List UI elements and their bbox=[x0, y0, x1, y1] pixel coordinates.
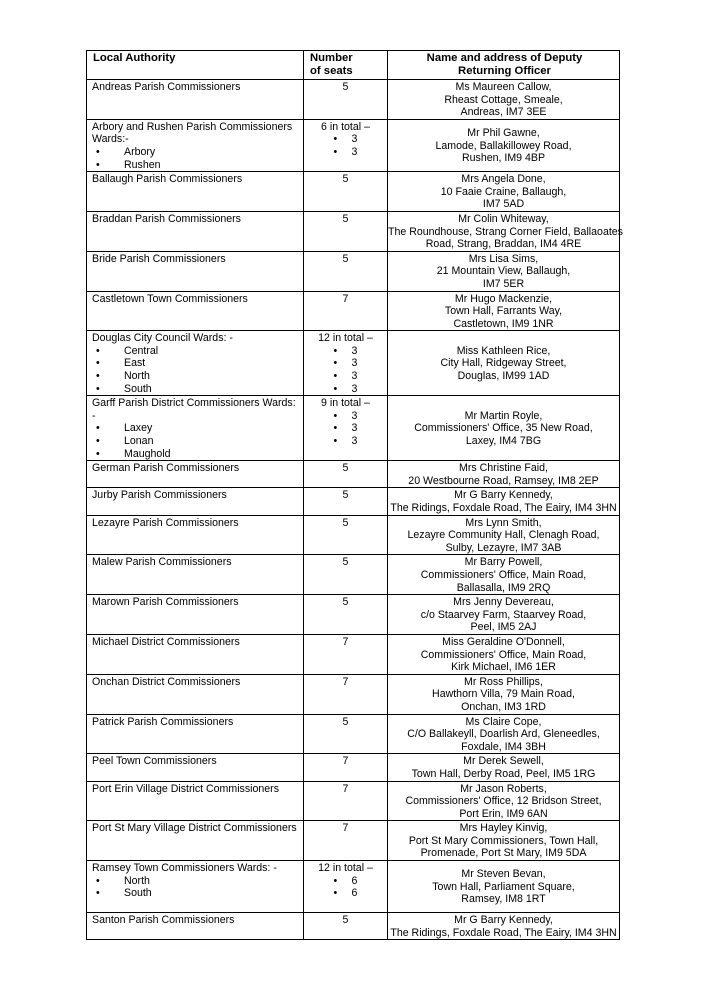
officer-address-line: City Hall, Ridgeway Street, bbox=[440, 357, 567, 370]
ward-seats bbox=[304, 146, 387, 159]
officer-address-cell bbox=[388, 331, 620, 396]
header-officer-line-2: Returning Officer bbox=[458, 65, 551, 77]
ward-item bbox=[92, 422, 300, 435]
bullet-icon: • bbox=[96, 158, 100, 171]
officer-address-cell bbox=[388, 515, 620, 555]
authority-name: Peel Town Commissioners bbox=[92, 755, 217, 768]
bullet-icon: • bbox=[333, 357, 338, 370]
ward-item bbox=[92, 370, 300, 383]
bullet-icon: • bbox=[96, 874, 100, 887]
officer-name: Mr Jason Roberts, bbox=[460, 782, 547, 795]
officer-address-cell bbox=[388, 821, 620, 861]
authorities-table bbox=[86, 50, 623, 940]
authority-name: Douglas City Council Wards: - bbox=[92, 332, 233, 345]
officer-address-cell bbox=[388, 754, 620, 781]
officer-address-line: 10 Faaie Craine, Ballaugh, bbox=[440, 185, 567, 198]
officer-address-cell bbox=[388, 211, 623, 251]
authority-cell bbox=[87, 291, 304, 331]
officer-address-line: The Ridings, Foxdale Road, The Eairy, IM4 3HN bbox=[390, 502, 617, 515]
header-deputy-returning-officer bbox=[388, 51, 620, 80]
seats-total: 7 bbox=[342, 755, 349, 768]
officer-name: Mr Barry Powell, bbox=[464, 556, 543, 569]
authority-name: Jurby Parish Commissioners bbox=[92, 489, 227, 502]
table-row bbox=[87, 461, 620, 488]
authority-name: Port St Mary Village District Commissioners bbox=[92, 822, 297, 835]
officer-address-line: Rushen, IM9 4BP bbox=[461, 152, 546, 165]
table-row bbox=[87, 515, 620, 555]
officer-address-line: Commissioners' Office, Main Road, bbox=[420, 648, 587, 661]
ward-item bbox=[92, 383, 300, 396]
bullet-icon: • bbox=[333, 145, 338, 158]
seats-cell bbox=[304, 396, 388, 461]
ward-name: Maughold bbox=[124, 447, 171, 460]
officer-address-line: Onchan, IM3 1RD bbox=[461, 700, 546, 713]
seats-cell bbox=[304, 913, 388, 940]
officer-address-cell bbox=[388, 172, 620, 212]
authority-name: Andreas Parish Commissioners bbox=[92, 81, 241, 93]
seats-cell bbox=[304, 291, 388, 331]
authority-name: Arbory and Rushen Parish Commissioners Wards:- bbox=[92, 120, 293, 146]
authority-name: Malew Parish Commissioners bbox=[92, 556, 232, 569]
authority-cell bbox=[87, 634, 304, 674]
officer-address-line: c/o Staarvey Farm, Staarvey Road, bbox=[420, 608, 587, 621]
officer-address-line: C/O Ballakeyll, Doarlish Ard, Gleneedles, bbox=[407, 728, 600, 741]
ward-seat-count: 3 bbox=[351, 422, 358, 435]
seats-total: 5 bbox=[342, 462, 349, 475]
bullet-icon: • bbox=[96, 344, 100, 357]
authority-cell bbox=[87, 821, 304, 861]
table-row bbox=[87, 754, 620, 781]
seats-total: 5 bbox=[342, 81, 349, 93]
seats-total: 7 bbox=[342, 675, 349, 688]
authority-cell bbox=[87, 488, 304, 515]
ward-name: North bbox=[124, 370, 150, 383]
officer-address-line: Commissioners' Office, Main Road, bbox=[420, 569, 587, 581]
ward-item bbox=[92, 357, 300, 370]
seats-cell bbox=[304, 714, 388, 754]
officer-name: Miss Geraldine O'Donnell, bbox=[442, 635, 565, 648]
seats-cell bbox=[304, 754, 388, 781]
table-row bbox=[87, 634, 620, 674]
table-row bbox=[87, 714, 620, 754]
seats-cell bbox=[304, 781, 388, 821]
seats-cell bbox=[304, 515, 388, 555]
authority-cell bbox=[87, 913, 304, 940]
authority-cell bbox=[87, 251, 304, 291]
officer-address-line: Kirk Michael, IM6 1ER bbox=[451, 661, 556, 674]
bullet-icon: • bbox=[333, 409, 338, 422]
ward-name: Laxey bbox=[124, 422, 153, 435]
officer-name: Mrs Angela Done, bbox=[461, 173, 546, 186]
officer-address-line: Lezayre Community Hall, Clenagh Road, bbox=[407, 529, 600, 542]
officer-address-line: 20 Westbourne Road, Ramsey, IM8 2EP bbox=[408, 474, 599, 487]
officer-address-line: Road, Strang, Braddan, IM4 4RE bbox=[425, 238, 582, 251]
officer-address-cell bbox=[388, 913, 620, 940]
officer-address-line: Douglas, IM99 1AD bbox=[457, 370, 550, 383]
seats-total: 7 bbox=[342, 635, 349, 648]
ward-name: Lonan bbox=[124, 435, 154, 448]
officer-address-cell bbox=[388, 714, 620, 754]
ward-item bbox=[92, 159, 300, 172]
table-row bbox=[87, 172, 620, 212]
officer-name: Mrs Lynn Smith, bbox=[465, 516, 542, 529]
table-row bbox=[87, 80, 620, 120]
seats-total: 5 bbox=[342, 914, 349, 927]
table-row bbox=[87, 251, 620, 291]
officer-address-line: Andreas, IM7 3EE bbox=[460, 106, 547, 119]
bullet-icon: • bbox=[96, 357, 100, 370]
table-row bbox=[87, 119, 620, 171]
ward-seat-count: 3 bbox=[351, 435, 358, 448]
ward-seats bbox=[304, 887, 387, 900]
ward-seats bbox=[304, 345, 387, 358]
officer-address-line: Town Hall, Farrants Way, bbox=[444, 305, 563, 318]
officer-address-line: Port Erin, IM9 6AN bbox=[459, 807, 548, 820]
ward-seats bbox=[304, 435, 387, 448]
authority-name: Ballaugh Parish Commissioners bbox=[92, 173, 243, 186]
authority-name: Santon Parish Commissioners bbox=[92, 914, 235, 927]
seats-cell bbox=[304, 251, 388, 291]
officer-address-cell bbox=[388, 488, 620, 515]
officer-name: Mr G Barry Kennedy, bbox=[454, 489, 553, 502]
officer-address-line: 21 Mountain View, Ballaugh, bbox=[436, 265, 571, 278]
seats-total: 9 in total – bbox=[321, 397, 370, 410]
seats-cell bbox=[304, 331, 388, 396]
ward-seat-count: 3 bbox=[351, 357, 358, 370]
authority-name: Michael District Commissioners bbox=[92, 635, 240, 648]
authority-name: Bride Parish Commissioners bbox=[92, 252, 226, 265]
officer-address-cell bbox=[388, 291, 620, 331]
officer-address-line: Port St Mary Commissioners, Town Hall, bbox=[408, 834, 599, 847]
authority-cell bbox=[87, 461, 304, 488]
authority-name: Lezayre Parish Commissioners bbox=[92, 516, 239, 529]
officer-name: Ms Maureen Callow, bbox=[455, 81, 552, 93]
ward-item bbox=[92, 875, 300, 888]
officer-address-line: Ballasalla, IM9 2RQ bbox=[456, 581, 551, 594]
seats-total: 5 bbox=[342, 252, 349, 265]
ward-seats bbox=[304, 133, 387, 146]
seats-cell bbox=[304, 674, 388, 714]
authority-cell bbox=[87, 331, 304, 396]
authority-cell bbox=[87, 674, 304, 714]
officer-address-cell bbox=[388, 595, 620, 635]
bullet-icon: • bbox=[333, 887, 338, 900]
ward-item bbox=[92, 435, 300, 448]
officer-address-cell bbox=[388, 861, 620, 913]
officer-name: Mr Steven Bevan, bbox=[461, 868, 546, 881]
officer-address-line: IM7 5AD bbox=[482, 198, 525, 211]
authority-name: Onchan District Commissioners bbox=[92, 675, 241, 688]
seats-cell bbox=[304, 555, 388, 595]
authority-cell bbox=[87, 555, 304, 595]
seats-cell bbox=[304, 821, 388, 861]
officer-address-line: Commissioners' Office, 35 New Road, bbox=[414, 422, 593, 435]
authority-name: Braddan Parish Commissioners bbox=[92, 212, 241, 225]
table-row bbox=[87, 861, 620, 913]
ward-seat-count: 3 bbox=[351, 133, 358, 146]
authority-cell bbox=[87, 211, 304, 251]
table-row bbox=[87, 488, 620, 515]
authority-name: Castletown Town Commissioners bbox=[92, 292, 248, 305]
seats-total: 7 bbox=[342, 822, 349, 835]
officer-address-cell bbox=[388, 119, 620, 171]
table-row bbox=[87, 821, 620, 861]
ward-item bbox=[92, 146, 300, 159]
officer-address-cell bbox=[388, 396, 620, 461]
ward-seats bbox=[304, 410, 387, 423]
officer-address-line: Laxey, IM4 7BG bbox=[465, 435, 542, 448]
header-number-of-seats bbox=[304, 51, 388, 80]
officer-address-line: Foxdale, IM4 3BH bbox=[461, 740, 546, 753]
officer-name: Miss Kathleen Rice, bbox=[456, 344, 551, 357]
officer-name: Mr Hugo Mackenzie, bbox=[454, 292, 553, 305]
bullet-icon: • bbox=[96, 422, 100, 435]
seats-cell bbox=[304, 488, 388, 515]
officer-address-line: IM7 5ER bbox=[482, 277, 525, 290]
authority-name: Ramsey Town Commissioners Wards: - bbox=[92, 862, 277, 875]
seats-total: 5 bbox=[342, 173, 349, 186]
table-row bbox=[87, 211, 620, 251]
officer-address-cell bbox=[388, 634, 620, 674]
officer-address-cell bbox=[388, 80, 620, 120]
authority-cell bbox=[87, 754, 304, 781]
bullet-icon: • bbox=[333, 133, 338, 146]
officer-address-line: Lamode, Ballakillowey Road, bbox=[435, 139, 572, 152]
seats-total: 5 bbox=[342, 556, 349, 569]
ward-name: East bbox=[124, 357, 146, 370]
officer-name: Mr Derek Sewell, bbox=[463, 755, 544, 768]
seats-total: 7 bbox=[342, 292, 349, 305]
ward-name: Rushen bbox=[124, 158, 161, 171]
seats-total: 5 bbox=[342, 715, 349, 728]
bullet-icon: • bbox=[96, 435, 100, 448]
table-row bbox=[87, 396, 620, 461]
officer-name: Mr G Barry Kennedy, bbox=[454, 914, 553, 927]
seats-cell bbox=[304, 461, 388, 488]
authority-cell bbox=[87, 80, 304, 120]
ward-seats bbox=[304, 370, 387, 383]
seats-cell bbox=[304, 80, 388, 120]
header-officer-line-1: Name and address of Deputy bbox=[426, 52, 583, 64]
officer-address-line: The Roundhouse, Strang Corner Field, Ballaoates bbox=[388, 225, 623, 238]
ward-seats bbox=[304, 357, 387, 370]
authority-cell bbox=[87, 781, 304, 821]
officer-name: Mr Colin Whiteway, bbox=[458, 212, 549, 225]
bullet-icon: • bbox=[333, 382, 338, 395]
bullet-icon: • bbox=[333, 435, 338, 448]
officer-address-cell bbox=[388, 555, 620, 595]
officer-address-line: Rheast Cottage, Smeale, bbox=[444, 93, 563, 106]
officer-name: Mr Ross Phillips, bbox=[464, 675, 543, 688]
authority-cell bbox=[87, 172, 304, 212]
seats-total: 5 bbox=[342, 489, 349, 502]
bullet-icon: • bbox=[96, 887, 100, 900]
officer-address-cell bbox=[388, 674, 620, 714]
authority-name: Garff Parish District Commissioners Wards: - bbox=[92, 397, 296, 422]
ward-name: South bbox=[124, 382, 152, 395]
ward-seat-count: 3 bbox=[351, 382, 358, 395]
ward-item bbox=[92, 345, 300, 358]
seats-total: 6 in total – bbox=[321, 120, 370, 133]
officer-name: Mr Phil Gawne, bbox=[467, 127, 540, 140]
bullet-icon: • bbox=[96, 447, 100, 460]
seats-cell bbox=[304, 634, 388, 674]
ward-seats bbox=[304, 383, 387, 396]
ward-seat-count: 3 bbox=[351, 344, 358, 357]
header-row bbox=[87, 51, 620, 80]
officer-address-line: Sulby, Lezayre, IM7 3AB bbox=[445, 541, 562, 554]
officer-address-line: Ramsey, IM8 1RT bbox=[461, 893, 546, 906]
bullet-icon: • bbox=[96, 382, 100, 395]
authority-cell bbox=[87, 861, 304, 913]
bullet-icon: • bbox=[333, 370, 338, 383]
ward-seats bbox=[304, 875, 387, 888]
officer-address-line: Castletown, IM9 1NR bbox=[453, 317, 554, 330]
ward-name: Central bbox=[124, 344, 159, 357]
ward-name: Arbory bbox=[124, 145, 156, 158]
bullet-icon: • bbox=[333, 422, 338, 435]
table-row bbox=[87, 913, 620, 940]
ward-name: South bbox=[124, 887, 152, 900]
seats-total: 5 bbox=[342, 596, 349, 609]
ward-seat-count: 6 bbox=[351, 874, 358, 887]
header-seats-line-2: of seats bbox=[310, 65, 353, 77]
officer-name: Mr Martin Royle, bbox=[464, 409, 543, 422]
authority-cell bbox=[87, 595, 304, 635]
officer-address-cell bbox=[388, 251, 620, 291]
seats-total: 7 bbox=[342, 782, 349, 795]
ward-seat-count: 3 bbox=[351, 145, 358, 158]
table-row bbox=[87, 291, 620, 331]
ward-seat-count: 6 bbox=[351, 887, 358, 900]
header-seats-line-1: Number bbox=[310, 52, 353, 64]
seats-cell bbox=[304, 595, 388, 635]
officer-address-line: Hawthorn Villa, 79 Main Road, bbox=[432, 688, 575, 701]
officer-address-line: Commissioners' Office, 12 Bridson Street, bbox=[405, 795, 602, 808]
officer-address-line: Peel, IM5 2AJ bbox=[470, 621, 537, 634]
officer-address-cell bbox=[388, 781, 620, 821]
seats-total: 12 in total – bbox=[318, 862, 373, 875]
bullet-icon: • bbox=[333, 344, 338, 357]
bullet-icon: • bbox=[96, 370, 100, 383]
table-row bbox=[87, 331, 620, 396]
officer-name: Mrs Jenny Devereau, bbox=[453, 596, 554, 609]
bullet-icon: • bbox=[333, 874, 338, 887]
officer-address-line: The Ridings, Foxdale Road, The Eairy, IM4 3HN bbox=[390, 926, 617, 939]
authority-cell bbox=[87, 515, 304, 555]
ward-seat-count: 3 bbox=[351, 370, 358, 383]
authority-cell bbox=[87, 119, 304, 171]
ward-seat-count: 3 bbox=[351, 409, 358, 422]
ward-seats bbox=[304, 422, 387, 435]
seats-cell bbox=[304, 172, 388, 212]
seats-total: 5 bbox=[342, 516, 349, 529]
officer-name: Ms Claire Cope, bbox=[465, 715, 542, 728]
officer-address-line: Promenade, Port St Mary, IM9 5DA bbox=[420, 847, 587, 860]
officer-name: Mrs Lisa Sims, bbox=[468, 252, 539, 265]
officer-name: Mrs Hayley Kinvig, bbox=[459, 822, 548, 835]
authority-cell bbox=[87, 714, 304, 754]
authority-name: Patrick Parish Commissioners bbox=[92, 715, 234, 728]
table-row bbox=[87, 674, 620, 714]
seats-cell bbox=[304, 861, 388, 913]
ward-item bbox=[92, 448, 300, 461]
authority-name: Marown Parish Commissioners bbox=[92, 596, 239, 609]
officer-name: Mrs Christine Faid, bbox=[459, 462, 548, 475]
officer-address-line: Town Hall, Parliament Square, bbox=[432, 880, 575, 893]
bullet-icon: • bbox=[96, 145, 100, 158]
officer-address-line: Town Hall, Derby Road, Peel, IM5 1RG bbox=[411, 767, 596, 780]
officer-address-cell bbox=[388, 461, 620, 488]
seats-total: 12 in total – bbox=[318, 332, 373, 345]
authority-cell bbox=[87, 396, 304, 461]
ward-item bbox=[92, 887, 300, 900]
seats-cell bbox=[304, 119, 388, 171]
authority-name: Port Erin Village District Commissioners bbox=[92, 782, 280, 795]
table-row bbox=[87, 595, 620, 635]
header-local-authority: Local Authority bbox=[87, 51, 304, 80]
authority-name: German Parish Commissioners bbox=[92, 462, 240, 475]
ward-name: North bbox=[124, 874, 150, 887]
seats-cell bbox=[304, 211, 388, 251]
seats-total: 5 bbox=[342, 212, 349, 225]
table-row bbox=[87, 781, 620, 821]
table-row bbox=[87, 555, 620, 595]
